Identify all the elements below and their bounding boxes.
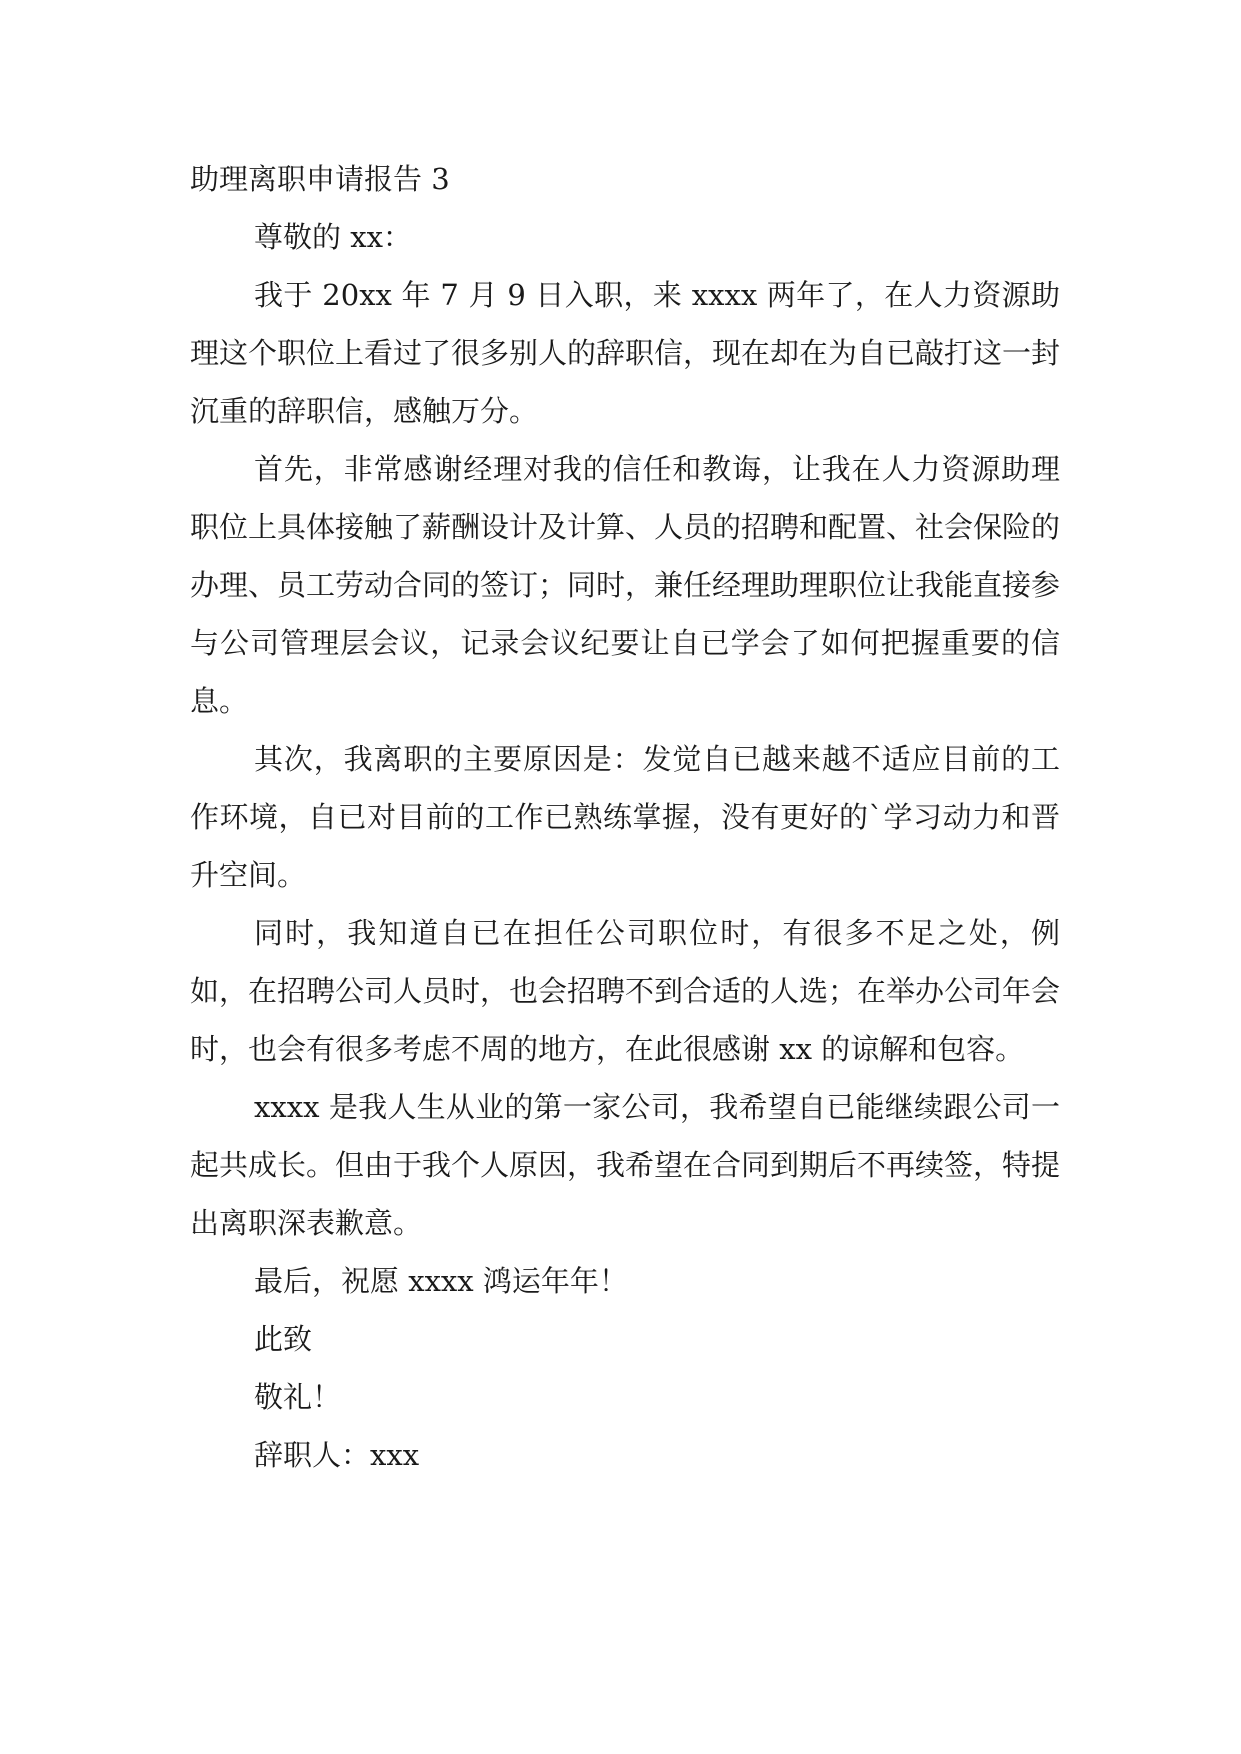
signature: 辞职人：xxx (254, 1438, 420, 1472)
document-page (190, 150, 1060, 1484)
closing-cizhi: 此致 (254, 1322, 313, 1356)
closing-wish: 最后，祝愿 xxxx 鸿运年年！ (254, 1264, 628, 1298)
body-paragraph-3: 其次，我离职的主要原因是：发觉自已越来越不适应目前的工作环境，自已对目前的工作已熟练掌握，没有更好的`学习动力和晋升空间。 (190, 742, 1060, 892)
body-paragraph-1: 我于 20xx 年 7 月 9 日入职，来 xxxx 两年了，在人力资源助理这个职位上看过了很多别人的辞职信，现在却在为自已敲打这一封沉重的辞职信，感触万分。 (190, 278, 1061, 428)
body-paragraph-4: 同时，我知道自已在担任公司职位时，有很多不足之处，例如，在招聘公司人员时，也会招聘不到合适的人选；在举办公司年会时，也会有很多考虑不周的地方，在此很感谢 xx 的谅解和包容。 (190, 916, 1061, 1066)
body-paragraph-2: 首先，非常感谢经理对我的信任和教诲，让我在人力资源助理职位上具体接触了薪酬设计及计算、人员的招聘和配置、社会保险的办理、员工劳动合同的签订；同时，兼任经理助理职位让我能直接参与公司管理层会议，记录会议纪要让自已学会了如何把握重要的信息。 (190, 452, 1061, 718)
document-title: 助理离职申请报告 3 (190, 162, 450, 196)
body-paragraph-5: xxxx 是我人生从业的第一家公司，我希望自已能继续跟公司一起共成长。但由于我个人原因，我希望在合同到期后不再续签，特提出离职深表歉意。 (190, 1090, 1061, 1240)
closing-jingli: 敬礼！ (254, 1380, 342, 1414)
salutation: 尊敬的 xx： (254, 220, 412, 254)
